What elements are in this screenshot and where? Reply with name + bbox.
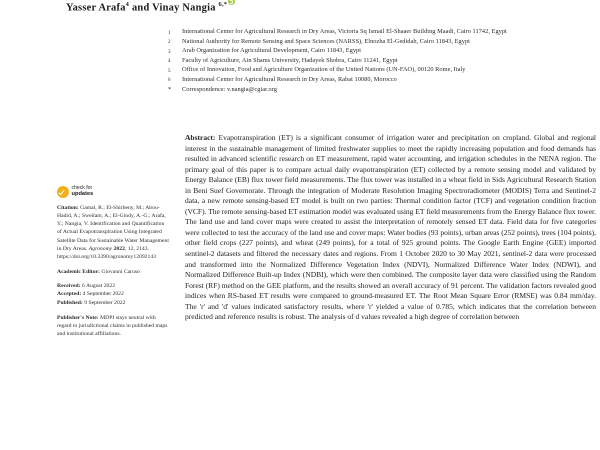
academic-editor-name: Giovanni Caruso: [101, 268, 140, 275]
affiliation-item: [168, 47, 596, 56]
accepted-date: 4 September 2022: [82, 291, 124, 298]
affiliations-list: [168, 28, 596, 95]
publication-dates-block: [57, 282, 169, 306]
affiliation-marker: 3: [168, 48, 171, 55]
article-metadata-sidebar: [57, 186, 169, 345]
citation-block: [57, 204, 169, 261]
received-date: 6 August 2022: [82, 283, 116, 290]
correspondence-marker: *: [168, 85, 172, 93]
check-for-updates-label: [72, 186, 94, 198]
affiliation-text: Office of Innovation, Food and Agriculture Organization of the United Nations (UN-FAO), 00120 Rome, Italy: [182, 66, 466, 74]
author-affiliation-superscript-1: 4: [125, 1, 130, 8]
abstract-label: Abstract:: [185, 133, 216, 142]
affiliation-item: [168, 76, 596, 85]
received-label: Received:: [57, 283, 81, 290]
affiliation-text: International Center for Agricultural Research in Dry Areas, Rabat 10080, Morocco: [182, 75, 397, 83]
affiliation-item: [168, 66, 596, 75]
academic-editor-label: Academic Editor:: [57, 268, 100, 275]
affiliation-text: International Center for Agricultural Research in Dry Areas, Victoria Sq Ismail El-Shaaer Building Maadi, Cairo 11742, Egypt: [182, 28, 507, 35]
author-name-prefix: Yasser Arafa: [66, 2, 126, 14]
academic-editor-block: [57, 268, 169, 276]
citation-authors: Gamal, R.; El-Shirbeny, M.; Abou-Hadid, A.; Sweilam, A.; El-Gindy, A.-G.; Arafa, Y.; Nangia, V.: [57, 205, 166, 228]
received-row: [57, 282, 169, 290]
citation-year: 2022: [113, 245, 125, 252]
check-circle-icon: [57, 186, 69, 198]
citation-journal: Agronomy: [88, 245, 113, 252]
affiliation-text: Arab Organization for Agricultural Development, Cairo 11843, Egypt: [182, 47, 362, 55]
author-affiliation-superscript-2: 6,*: [218, 1, 228, 8]
orcid-icon[interactable]: [228, 0, 235, 5]
affiliation-text: National Authority for Remote Sensing and Space Sciences (NARSS), Elnozha El-Gedidah, Cairo 11843, Egypt: [182, 37, 470, 45]
citation-volume-pages: , 12, 2143.: [124, 245, 150, 252]
affiliation-marker: 2: [168, 39, 171, 46]
publisher-note-text: MDPI stays neutral with regard to jurisdictional claims in published maps and institutional affiliations.: [57, 314, 168, 338]
affiliation-marker: 6: [168, 77, 171, 84]
author-conjunction: and Vinay Nangia: [129, 2, 219, 14]
citation-title: Identification and Quantification of Actual Evapotranspiration Using Integrated Satellite Data for Sustainable Water Management in Dry Areas.: [57, 221, 169, 252]
check-for-updates-line1: check for: [71, 185, 93, 192]
accepted-label: Accepted:: [57, 291, 82, 298]
check-for-updates-line2: updates: [71, 191, 94, 197]
affiliation-item: [168, 57, 596, 66]
publisher-note-label: Publisher's Note:: [57, 314, 99, 321]
affiliation-marker: 1: [168, 29, 171, 36]
affiliation-marker: 5: [168, 67, 171, 74]
affiliation-item: [168, 28, 596, 37]
author-line: [66, 0, 235, 13]
check-for-updates-badge[interactable]: [57, 186, 169, 198]
publisher-note-block: [57, 314, 169, 338]
accepted-row: [57, 290, 169, 298]
correspondence-text[interactable]: Correspondence: v.nangia@cgiar.org: [182, 85, 277, 93]
citation-doi-link[interactable]: https://doi.org/10.3390/agronomy12092143: [57, 253, 157, 260]
abstract-body: Evapotranspiration (ET) is a significant consumer of irrigation water and precipitation on cropland. Global and regional interest in the sustainable management of limited freshwater supplies to meet the rapidly increasing population and food demands has resulted in advanced scientific research on ET measurement, rapid water accounting, and irrigation schedules in the NENA region. The primary goal of this paper is to compare actual daily evapotranspiration (ET) collected by a remote sensing model and validated by Energy Balance (EB) flux tower field measurements. The flux tower was installed in a wheat field in Sids Agricultural Research Station in Beni Suef Governorate. Through the integration of Moderate Resolution Imaging Spectroradiometer (MODIS) Terra and Sentinel-2 data, a new remote sensing-based ET model is built on two parties: Thermal condition factor (TCF) and vegetation condition fraction (VCF). The remote sensing-based ET estimation model was evaluated using ET field measurements from the Energy Balance flux tower. The land use and land cover maps were created to assist the interpretation of remotely sensed ET data. Field data for five categories were collected to test the accuracy of the land use and cover maps: Water bodies (93 points), urban areas (252 points), trees (104 points), other field crops (227 points), and wheat (249 points), for a total of 925 ground points. The Google Earth Engine (GEE) imported sentinel-2 datasets and filtered the necessary dates and regions. From 1 October 2020 to 30 May 2021, sentinel-2 data were processed and transformed into the Normalized Difference Vegetation Index (NDVI), Normalized Difference Water Index (NDWI), and Normalized Difference Built-up Index (NDBI), which were then combined. The composite layer data were classified using the Random Forest (RF) method on the GEE platform, and the results showed an overall accuracy of 91 percent. The validation factors revealed good indices when RS-based ET results were compared to ground-measured ET. The Root Mean Square Error (RMSE) was 0.84 mm/day. The 'r' and 'd' values indicated satisfactory results, where 'r' yielded a value of 0.785, which indicates that the correlation between predicted and reference results is robust. The analysis of d values revealed a high degree of correlation between: [185, 133, 596, 322]
affiliation-item: [168, 38, 596, 47]
published-row: [57, 299, 169, 307]
published-date: 9 September 2022: [84, 299, 126, 306]
affiliation-marker: 4: [168, 58, 171, 65]
abstract-section: [185, 133, 596, 323]
published-label: Published:: [57, 299, 83, 306]
correspondence-item: [168, 86, 596, 95]
affiliation-text: Faculty of Agriculture, Ain Shams University, Hadayek Shobra, Cairo 11241, Egypt: [182, 56, 398, 64]
citation-label: Citation:: [57, 205, 79, 211]
